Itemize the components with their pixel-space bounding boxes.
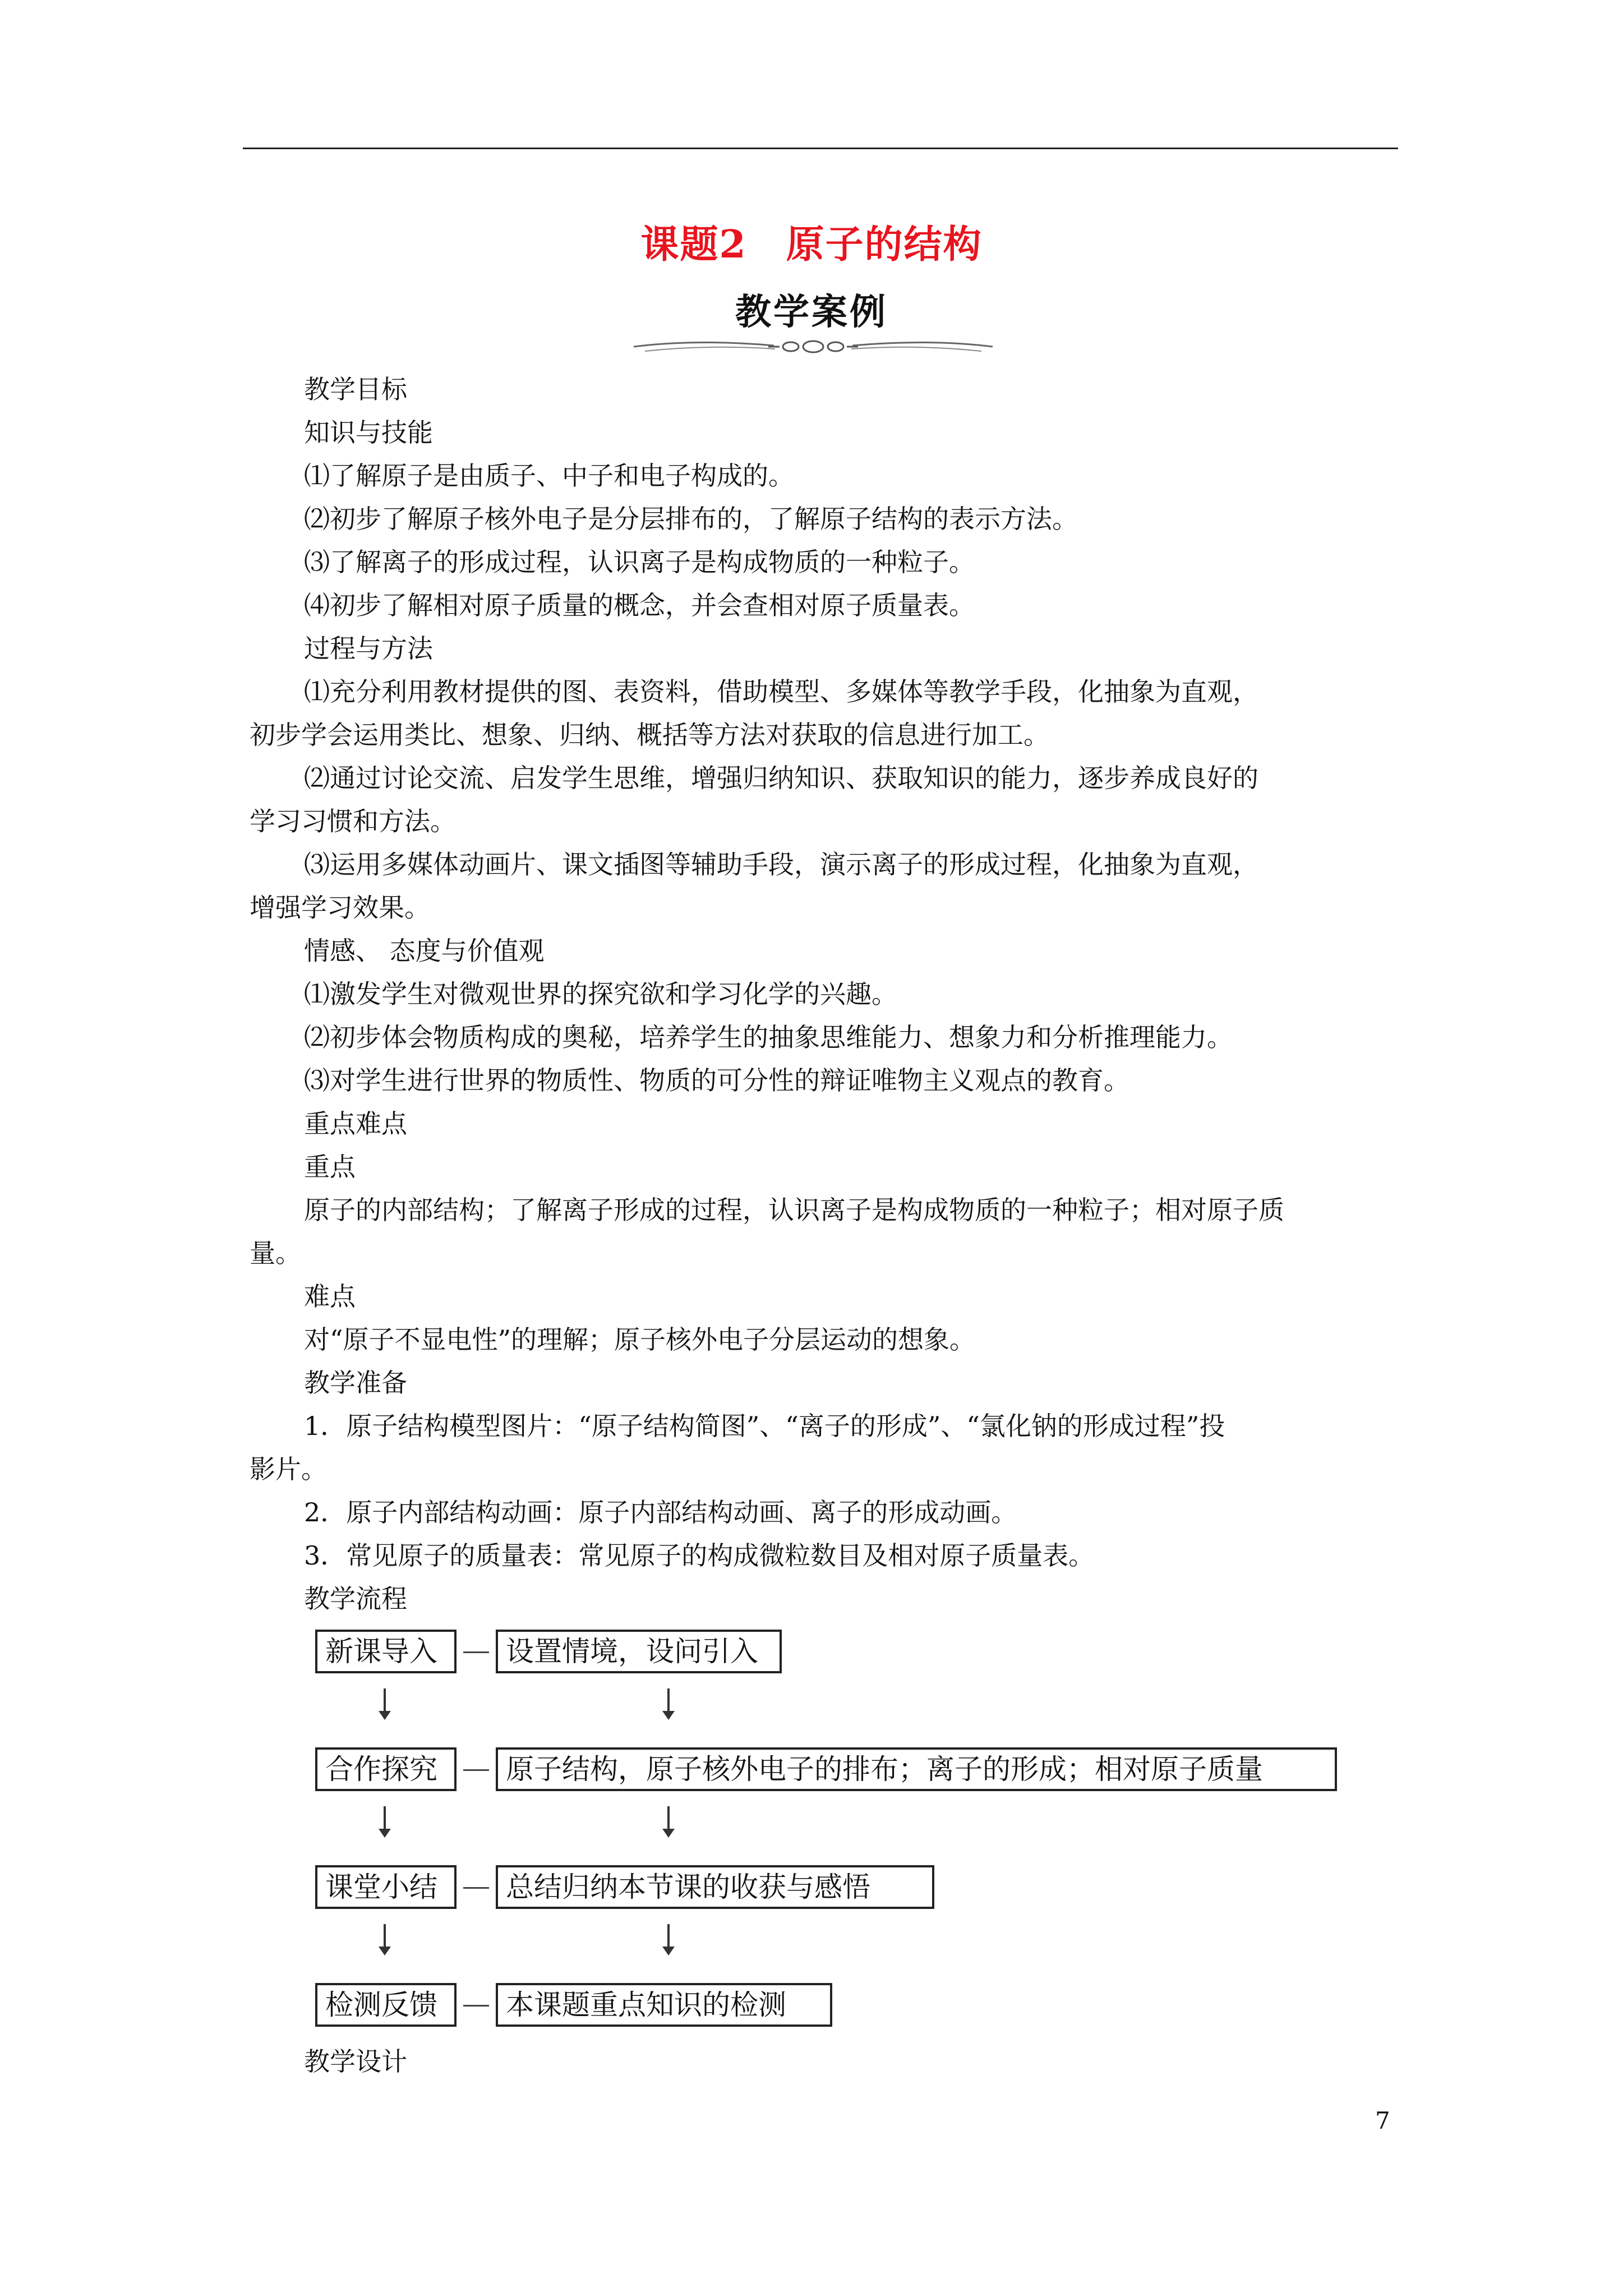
text-line: ⑶对学生进行世界的物质性、物质的可分性的辩证唯物主义观点的教育。: [304, 1065, 1129, 1096]
flow-detail-box: 总结归纳本节课的收获与感悟: [496, 1865, 934, 1909]
heading-preparation: 教学准备: [304, 1368, 407, 1398]
text-line: 学习习惯和方法。: [250, 806, 456, 836]
text-line: ⑷初步了解相对原子质量的概念，并会查相对原子质量表。: [304, 590, 975, 620]
flow-detail-box: 本课题重点知识的检测: [496, 1983, 832, 2027]
text-line: 量。: [250, 1238, 301, 1268]
heading-flow: 教学流程: [304, 1584, 407, 1614]
text-line: ⑴充分利用教材提供的图、表资料，借助模型、多媒体等教学手段，化抽象为直观，: [304, 677, 1258, 707]
flow-connector: [463, 1769, 489, 1771]
section-subtitle: 教学案例: [735, 291, 888, 333]
subheading-attitude: 情感、 态度与价值观: [304, 936, 545, 966]
text-line: ⑴激发学生对微观世界的探究欲和学习化学的兴趣。: [304, 979, 897, 1009]
text-line: ⑶了解离子的形成过程，认识离子是构成物质的一种粒子。: [304, 547, 975, 577]
text-line: 2．原子内部结构动画：原子内部结构动画、离子的形成动画。: [304, 1497, 1017, 1527]
lesson-title: 课题2 原子的结构: [640, 222, 983, 267]
text-line: ⑵初步体会物质构成的奥秘，培养学生的抽象思维能力、想象力和分析推理能力。: [304, 1022, 1233, 1052]
flow-connector: [463, 2005, 489, 2007]
flow-connector: [463, 1651, 489, 1653]
subheading-process: 过程与方法: [304, 633, 433, 664]
down-arrow-icon: [384, 1806, 386, 1830]
text-line: 对“原子不显电性”的理解；原子核外电子分层运动的想象。: [304, 1324, 976, 1355]
down-arrow-icon: [384, 1688, 386, 1712]
flow-detail-box: 设置情境，设问引入: [496, 1630, 782, 1673]
text-line: 初步学会运用类比、想象、归纳、概括等方法对获取的信息进行加工。: [250, 720, 1049, 750]
text-line: 3．常见原子的质量表：常见原子的构成微粒数目及相对原子质量表。: [304, 1540, 1095, 1571]
subheading-difficulty: 难点: [304, 1281, 356, 1312]
text-line: ⑶运用多媒体动画片、课文插图等辅助手段，演示离子的形成过程，化抽象为直观，: [304, 849, 1258, 880]
flow-stage-box: 新课导入: [315, 1630, 457, 1673]
page-number: 7: [1375, 2107, 1390, 2134]
text-line: 增强学习效果。: [250, 892, 430, 923]
flow-stage-box: 合作探究: [315, 1747, 457, 1791]
text-line: 原子的内部结构；了解离子形成的过程，认识离子是构成物质的一种粒子；相对原子质: [304, 1195, 1284, 1225]
down-arrow-icon: [384, 1924, 386, 1948]
text-line: ⑵初步了解原子核外电子是分层排布的，了解原子结构的表示方法。: [304, 504, 1078, 534]
subheading-knowledge: 知识与技能: [304, 417, 433, 448]
down-arrow-icon: [667, 1924, 670, 1948]
flow-connector: [463, 1887, 489, 1889]
text-line: 1．原子结构模型图片：“原子结构简图”、“离子的形成”、“氯化钠的形成过程”投: [304, 1411, 1225, 1441]
down-arrow-icon: [667, 1806, 670, 1830]
subheading-focus: 重点: [304, 1152, 356, 1182]
flow-stage-box: 课堂小结: [315, 1865, 457, 1909]
text-line: ⑵通过讨论交流、启发学生思维，增强归纳知识、获取知识的能力，逐步养成良好的: [304, 763, 1258, 793]
down-arrow-icon: [667, 1688, 670, 1712]
heading-objectives: 教学目标: [304, 374, 407, 404]
heading-key-points: 重点难点: [304, 1108, 407, 1139]
text-line: ⑴了解原子是由质子、中子和电子构成的。: [304, 461, 794, 491]
heading-design: 教学设计: [304, 2046, 407, 2077]
flow-stage-box: 检测反馈: [315, 1983, 457, 2027]
flow-detail-box: 原子结构，原子核外电子的排布；离子的形成；相对原子质量: [496, 1747, 1337, 1791]
text-line: 影片。: [250, 1454, 327, 1484]
